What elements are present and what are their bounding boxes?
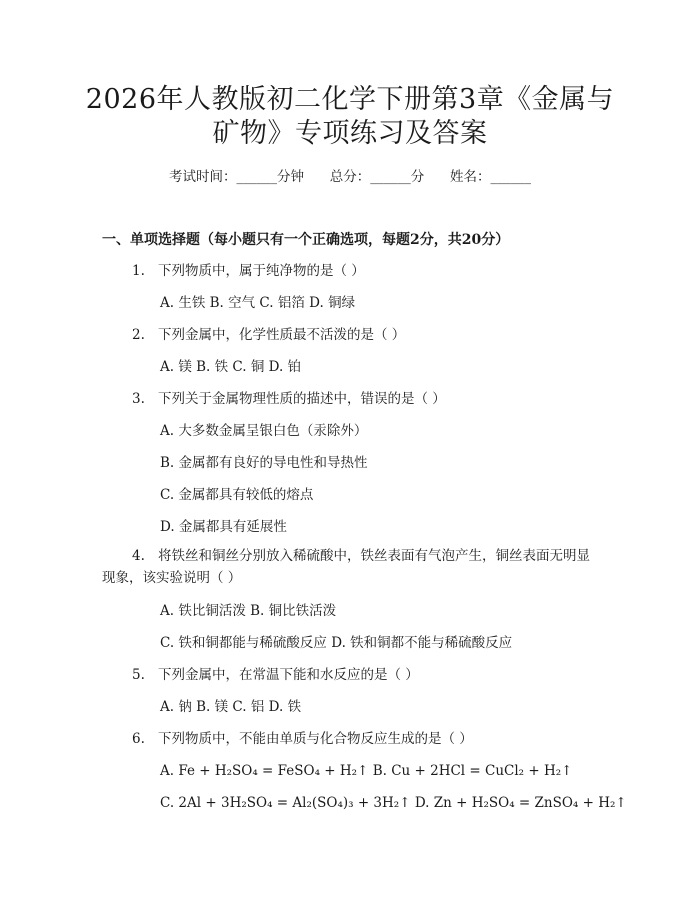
question-4-options-ab: A. 铁比铜活泼 B. 铜比铁活泼 <box>160 603 337 619</box>
page-title-line1: 2026年人教版初二化学下册第3章《金属与 <box>85 84 615 115</box>
score-blank: ______ <box>370 169 411 185</box>
question-6 <box>132 729 473 749</box>
question-text: 下列物质中，属于纯净物的是（ ） <box>158 263 365 279</box>
question-text: 下列金属中，在常温下能和水反应的是（ ） <box>158 667 419 683</box>
question-3-option-b: B. 金属都有良好的导电性和导热性 <box>160 455 368 471</box>
section-heading: 一、单项选择题（每小题只有一个正确选项，每题2分，共20分） <box>102 232 510 248</box>
question-number: 4. <box>132 548 145 564</box>
page-title-line2: 矿物》专项练习及答案 <box>212 118 488 149</box>
name-label: 姓名： <box>450 169 491 185</box>
time-label: 考试时间： <box>169 169 237 185</box>
question-text: 下列物质中，不能由单质与化合物反应生成的是（ ） <box>158 731 473 747</box>
question-number: 3. <box>132 391 145 407</box>
time-blank: ______ <box>236 169 277 185</box>
question-2 <box>132 325 405 345</box>
question-number: 5. <box>132 667 145 683</box>
score-label: 总分： <box>329 169 371 185</box>
question-number: 6. <box>132 731 145 747</box>
name-blank: ______ <box>490 169 531 185</box>
question-1 <box>132 261 365 281</box>
question-text: 下列金属中，化学性质最不活泼的是（ ） <box>158 327 406 343</box>
question-5-options: A. 钠 B. 镁 C. 铝 D. 铁 <box>160 699 302 715</box>
question-4-continued: 现象，该实验说明（ ） <box>102 570 242 586</box>
question-5 <box>132 665 419 685</box>
question-6-options-cd <box>160 793 627 813</box>
time-unit: 分钟 <box>277 169 304 185</box>
question-text: 将铁丝和铜丝分别放入稀硫酸中，铁丝表面有气泡产生，铜丝表面无明显 <box>158 548 590 564</box>
question-text: 下列关于金属物理性质的描述中，错误的是（ ） <box>158 391 446 407</box>
question-2-options: A. 镁 B. 铁 C. 铜 D. 铂 <box>160 359 302 375</box>
score-unit: 分 <box>410 169 425 185</box>
question-4-options-cd: C. 铁和铜都能与稀硫酸反应 D. 铁和铜都不能与稀硫酸反应 <box>160 635 513 651</box>
question-number: 2. <box>132 327 145 343</box>
question-3-option-d: D. 金属都具有延展性 <box>160 519 287 535</box>
question-number: 1. <box>132 263 145 279</box>
question-6-option-c: C. 2Al + 3H₂SO₄ = Al₂(SO₄)₃ + 3H₂↑ <box>160 795 411 811</box>
question-1-options: A. 生铁 B. 空气 C. 铝箔 D. 铜绿 <box>160 295 356 311</box>
question-6-option-a: A. Fe + H₂SO₄ = FeSO₄ + H₂↑ <box>160 763 369 779</box>
question-6-option-b: B. Cu + 2HCl = CuCl₂ + H₂↑ <box>372 763 573 779</box>
question-6-options-ab <box>160 761 573 781</box>
question-6-option-d: D. Zn + H₂SO₄ = ZnSO₄ + H₂↑ <box>414 795 627 811</box>
exam-meta <box>0 167 700 187</box>
question-3 <box>132 389 446 409</box>
question-3-option-a: A. 大多数金属呈银白色（汞除外） <box>160 423 368 439</box>
question-4 <box>132 546 590 566</box>
question-3-option-c: C. 金属都具有较低的熔点 <box>160 487 314 503</box>
